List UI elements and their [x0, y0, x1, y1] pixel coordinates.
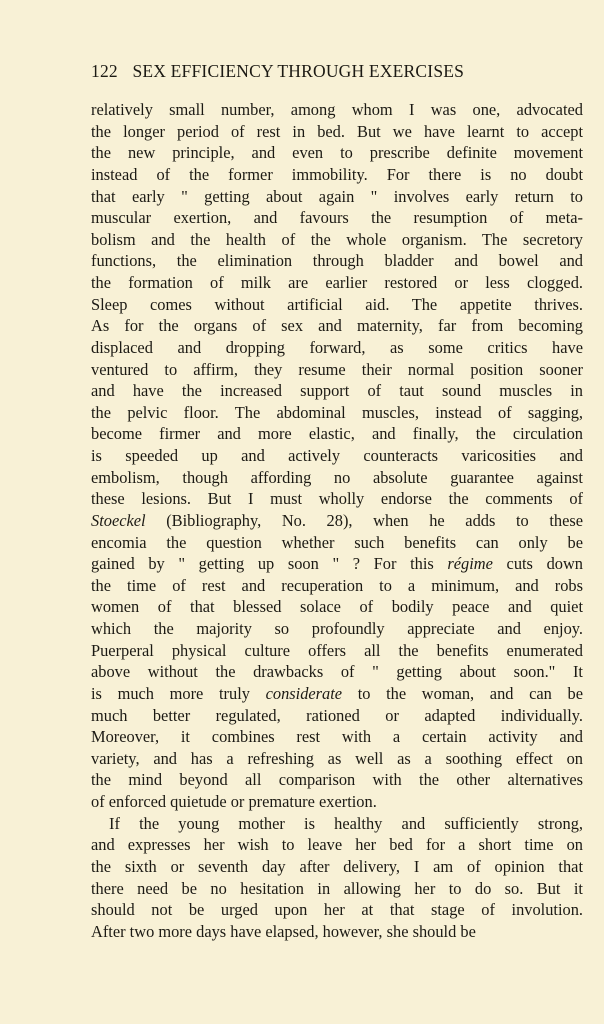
- text-line: and have the increased support of taut sound muscles in: [91, 381, 583, 401]
- text-line: these lesions. But I must wholly endorse the comments of: [91, 489, 583, 509]
- text-line: is speeded up and actively counteracts varicosities and: [91, 446, 583, 465]
- text-line: the mind beyond all comparison with the other alternatives: [91, 770, 583, 790]
- text-run: cuts down: [492, 554, 583, 574]
- text-line: functions, the elimination through bladder and bowel and: [91, 251, 583, 271]
- text-line: the longer period of rest in bed. But we have learnt to accept: [91, 121, 583, 141]
- text-line: which the majority so profoundly appreciate and enjoy.: [91, 619, 583, 638]
- text-line: instead of the former immobility. For there is no doubt: [91, 164, 583, 184]
- text-line: variety, and has a refreshing as well as a soothing effect on: [91, 748, 583, 768]
- text-line: encomia the question whether such benefits can only be: [91, 532, 583, 552]
- text-line: there need be no hesitation in allowing her to do so. But it: [91, 878, 583, 898]
- italic-text: Stoeckel: [91, 510, 146, 530]
- text-line: Sleep comes without artificial aid. The appetite thrives.: [91, 294, 583, 314]
- text-run: is much more truly: [91, 683, 266, 703]
- text-line: the time of rest and recuperation to a minimum, and robs: [91, 575, 583, 595]
- text-line: the sixth or seventh day after delivery, I am of opinion that: [91, 856, 583, 876]
- text-line: If the young mother is healthy and sufficiently strong,: [109, 813, 583, 833]
- running-header: [91, 61, 551, 82]
- text-line: ventured to affirm, they resume their normal position sooner: [91, 359, 583, 379]
- text-line: above without the drawbacks of " getting about soon." It: [91, 662, 583, 682]
- text-line: and expresses her wish to leave her bed for a short time on: [91, 835, 583, 855]
- text-line: the formation of milk are earlier restored or less clogged.: [91, 273, 583, 292]
- body-text: [91, 99, 583, 942]
- text-line: the new principle, and even to prescribe definite movement: [91, 143, 583, 163]
- text-line: the pelvic floor. The abdominal muscles, instead of sagging,: [91, 402, 583, 422]
- text-run: gained by " getting up soon " ? For this: [91, 554, 448, 574]
- text-line: women of that blessed solace of bodily peace and quiet: [91, 597, 583, 617]
- running-title: SEX EFFICIENCY THROUGH EXERCISES: [132, 61, 465, 81]
- page-number: 122: [91, 61, 118, 81]
- text-line: embolism, though affording no absolute guarantee against: [91, 467, 583, 487]
- text-line: Puerperal physical culture offers all the benefits enumerated: [91, 640, 583, 660]
- text-line: As for the organs of sex and maternity, far from becoming: [91, 316, 583, 336]
- italic-text: considerate: [265, 683, 343, 703]
- text-line: muscular exertion, and favours the resumption of meta-: [91, 208, 583, 228]
- text-line: of enforced quietude or premature exertion.: [91, 792, 377, 811]
- text-line: displaced and dropping forward, as some critics have: [91, 337, 583, 357]
- text-line: become firmer and more elastic, and finally, the circulation: [91, 424, 583, 444]
- text-line: that early " getting about again " involves early return to: [91, 186, 583, 206]
- text-line: much better regulated, rationed or adapted individually.: [91, 705, 583, 725]
- text-run: (Bibliography, No. 28), when he adds to these: [145, 510, 583, 530]
- italic-text: régime: [447, 554, 493, 574]
- text-line: [91, 683, 583, 705]
- text-line: Moreover, it combines rest with a certain activity and: [91, 727, 583, 747]
- text-line: [91, 510, 583, 532]
- text-run: to the woman, and can be: [342, 683, 583, 703]
- text-line: [91, 553, 583, 575]
- text-line: relatively small number, among whom I was one, advocated: [91, 100, 583, 119]
- text-line: After two more days have elapsed, however, she should be: [91, 921, 476, 941]
- text-line: should not be urged upon her at that stage of involution.: [91, 900, 583, 920]
- text-line: bolism and the health of the whole organism. The secretory: [91, 229, 583, 249]
